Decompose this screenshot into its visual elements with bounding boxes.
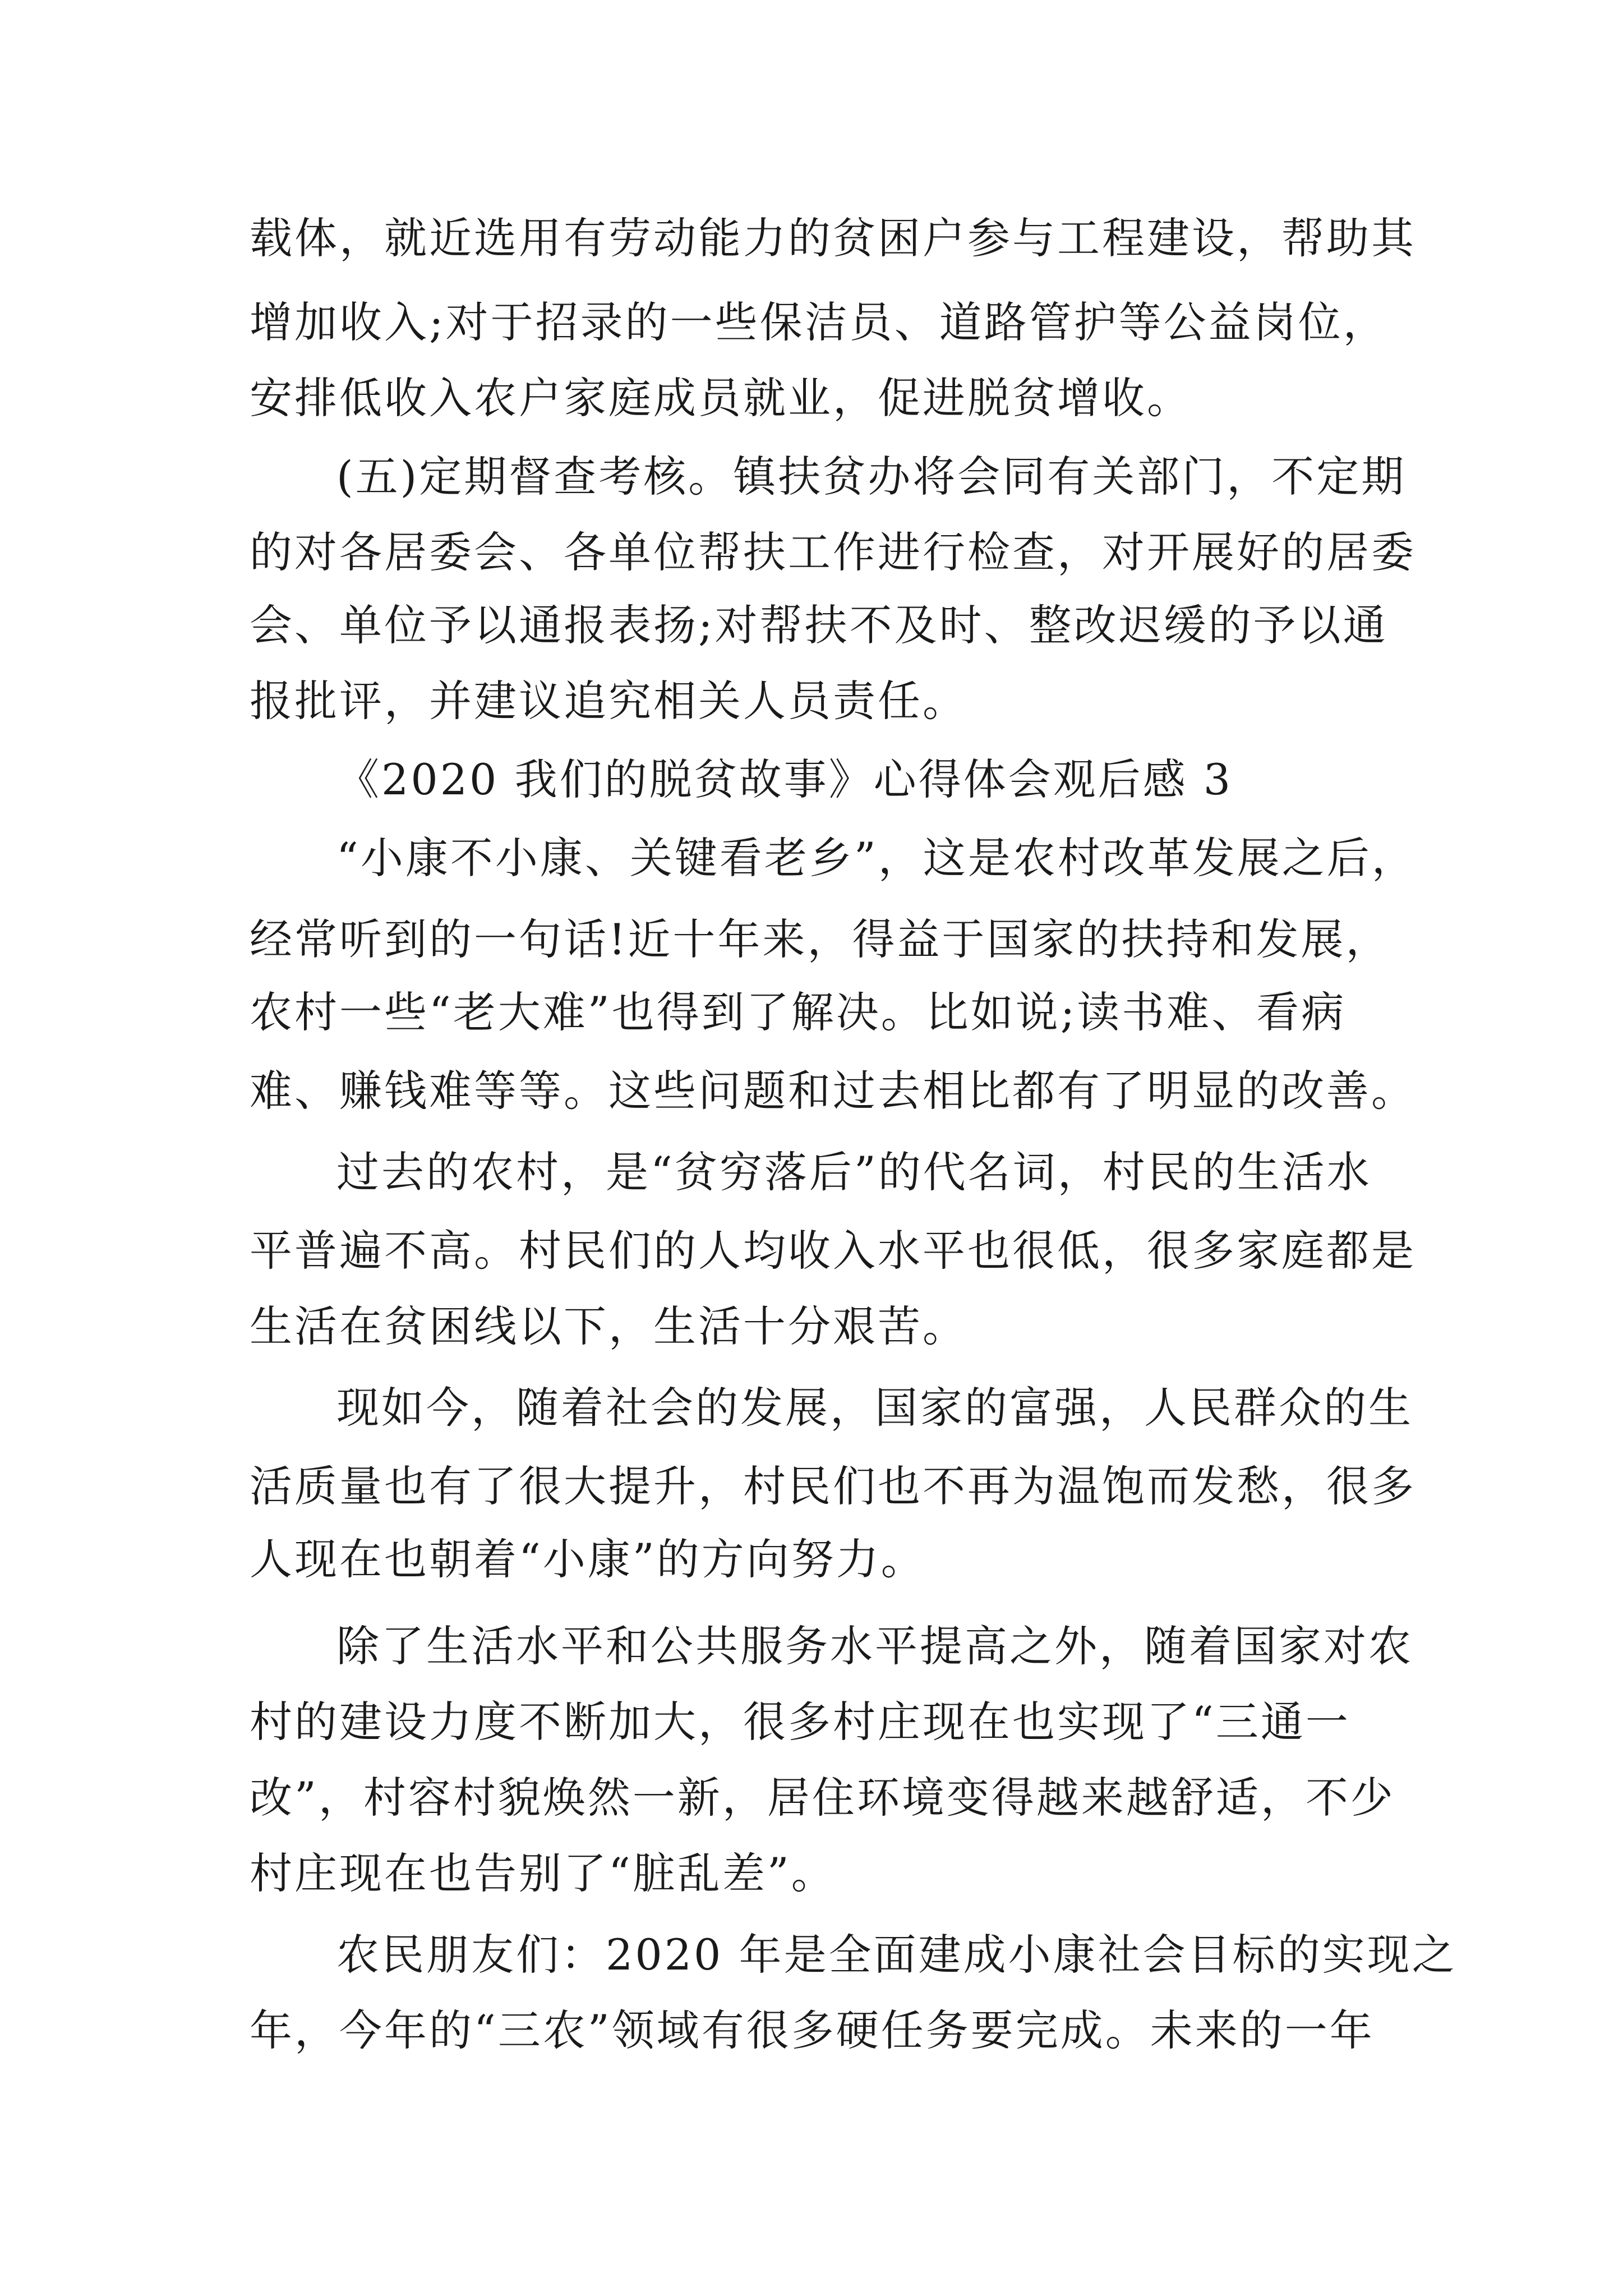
text-line: 难、赚钱难等等。这些问题和过去相比都有了明显的改善。 xyxy=(250,1066,1416,1116)
text-line: 平普遍不高。村民们的人均收入水平也很低，很多家庭都是 xyxy=(250,1226,1416,1276)
text-line: 增加收入;对于招录的一些保洁员、道路管护等公益岗位， xyxy=(250,297,1388,347)
text-line: “小康不小康、关键看老乡”，这是农村改革发展之后， xyxy=(336,833,1417,883)
text-line: 除了生活水平和公共服务水平提高之外，随着国家对农 xyxy=(336,1621,1413,1671)
text-line: 的对各居委会、各单位帮扶工作进行检查，对开展好的居委 xyxy=(250,527,1416,577)
text-line: 报批评，并建议追究相关人员责任。 xyxy=(250,676,967,726)
text-line: 村的建设力度不断加大，很多村庄现在也实现了“三通一 xyxy=(250,1697,1350,1747)
text-line: 活质量也有了很大提升，村民们也不再为温饱而发愁，很多 xyxy=(250,1461,1416,1511)
text-line: 过去的农村，是“贫穷落后”的代名词，村民的生活水 xyxy=(336,1147,1372,1197)
text-line: 改”，村容村貌焕然一新，居住环境变得越来越舒适，不少 xyxy=(250,1773,1395,1823)
text-line: (五)定期督查考核。镇扶贫办将会同有关部门，不定期 xyxy=(336,452,1407,501)
text-line: 农民朋友们：2020 年是全面建成小康社会目标的实现之 xyxy=(336,1930,1457,1980)
text-line: 村庄现在也告别了“脏乱差”。 xyxy=(250,1848,836,1898)
text-line: 安排低收入农户家庭成员就业，促进脱贫增收。 xyxy=(250,373,1192,423)
text-line: 载体，就近选用有劳动能力的贫困户参与工程建设，帮助其 xyxy=(250,213,1416,263)
text-line: 农村一些“老大难”也得到了解决。比如说;读书难、看病 xyxy=(250,987,1347,1037)
text-line: 年，今年的“三农”领域有很多硬任务要完成。未来的一年 xyxy=(250,2005,1375,2055)
text-line: 现如今，随着社会的发展，国家的富强，人民群众的生 xyxy=(336,1383,1413,1433)
text-line: 人现在也朝着“小康”的方向努力。 xyxy=(250,1534,926,1584)
text-line: 生活在贫困线以下，生活十分艰苦。 xyxy=(250,1301,967,1351)
text-line: 经常听到的一句话!近十年来，得益于国家的扶持和发展， xyxy=(250,914,1391,964)
section-title: 《2020 我们的脱贫故事》心得体会观后感 3 xyxy=(336,754,1233,804)
text-line: 会、单位予以通报表扬;对帮扶不及时、整改迟缓的予以通 xyxy=(250,600,1388,650)
